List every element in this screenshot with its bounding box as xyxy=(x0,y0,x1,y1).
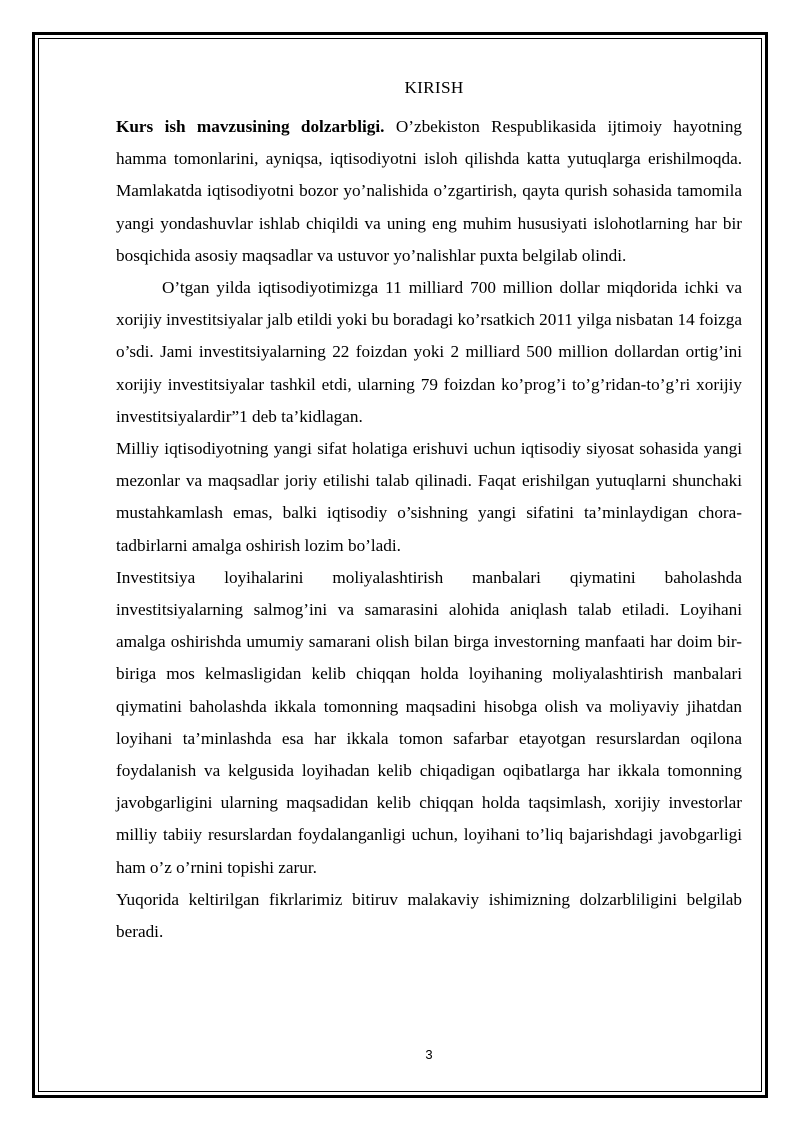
paragraph-investments: O’tgan yilda iqtisodiyotimizga 11 milliard 700 million dollar miqdorida ichki va xorijiy investitsiyalar jalb etildi yoki bu boradagi ko’rsatkich 2011 yilga nisbatan 14 foizga o’sdi. Jami investitsiyalarning 22 foizdan yoki 2 milliard 500 million dollardan ortig’ini xorijiy investitsiyalar tashkil etdi, ularning 79 foizdan ko’prog’i to’g’ridan-to’g’ri xorijiy investitsiyalardir”1 deb ta’kidlagan. xyxy=(116,278,742,426)
paragraph-economy: Milliy iqtisodiyotning yangi sifat holatiga erishuvi uchun iqtisodiy siyosat sohasida yangi mezonlar va maqsadlar joriy etilishi talab qilinadi. Faqat erishilgan yutuqlarni shunchaki mustahkamlash emas, balki iqtisodiy o’sishning yangi sifatini ta’minlaydigan chora-tadbirlarni amalga oshirish lozim bo’ladi. xyxy=(116,439,742,555)
paragraph-conclusion: Yuqorida keltirilgan fikrlarimiz bitiruv malakaviy ishimizning dolzarbliligini belgilab beradi. xyxy=(116,889,742,942)
page-number: 3 xyxy=(425,1047,433,1062)
section-heading: KIRISH xyxy=(404,78,464,97)
paragraph-intro-text: O’zbekiston Respublikasida ijtimoiy hayotning hamma tomonlarini, ayniqsa, iqtisodiyotni isloh qilishda katta yutuqlarga erishilmoqda. Mamlakatda iqtisodiyotni bozor yo’nalishida o’zgartirish, qayta qurish sohasida tamomila yangi yondashuvlar ishlab chiqildi va uning eng muhim hususiyati islohotlarning har bir bosqichida asosiy maqsadlar va ustuvor yo’nalishlar puxta belgilab olindi. xyxy=(116,117,743,265)
lead-phrase: Kurs ish mavzusining dolzarbligi. xyxy=(116,117,385,136)
paragraph-intro xyxy=(116,111,742,272)
paragraph-projects: Investitsiya loyihalarini moliyalashtirish manbalari qiymatini baholashda investitsiyalarning salmog’ini va samarasini alohida aniqlash talab etiladi. Loyihani amalga oshirishda umumiy samarani olish bilan birga investorning manfaati har doim bir-biriga mos kelmasligidan kelib chiqqan holda loyihaning moliyalashtirish manbalari qiymatini baholashda ikkala tomonning maqsadini hisobga olish va moliyaviy jihatdan loyihani ta’minlashda esa har ikkala tomon safarbar etayotgan resurslardan oqilona foydalanish va kelgusida loyihadan kelib chiqadigan oqibatlarga har ikkala tomonning javobgarligini ularning maqsadidan kelib chiqqan holda taqsimlash, xorijiy investorlar milliy tabiiy resurslardan foydalanganligi uchun, loyihani to’liq bajarishdagi javobgarligi ham o’z o’rnini topishi zarur. xyxy=(116,567,742,877)
document-body xyxy=(116,74,742,948)
